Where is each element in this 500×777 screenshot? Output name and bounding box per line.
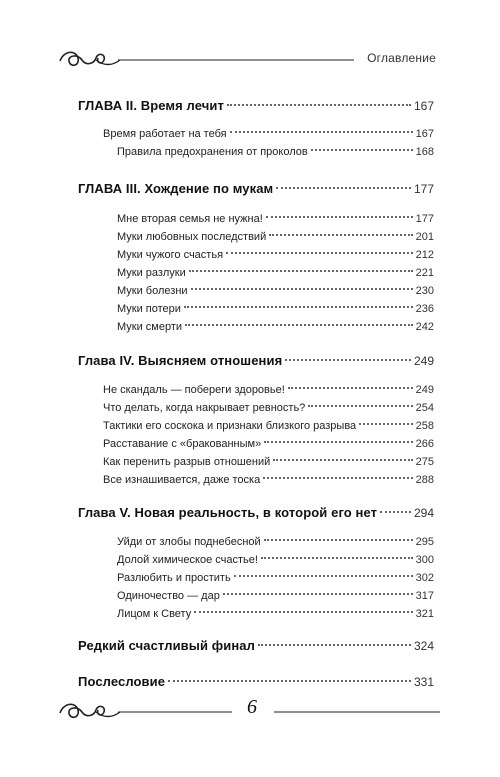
toc-entry-title: Мне вторая семья не нужна!: [117, 213, 263, 225]
toc-entry-page: 201: [415, 231, 434, 243]
toc-entry-title: Глава V. Новая реальность, в которой его нет: [78, 505, 378, 520]
toc-entry-title: Муки смерти: [117, 321, 183, 333]
toc-entry-page: 230: [415, 285, 434, 297]
toc-entry-page: 295: [415, 536, 434, 548]
dot-leader: [227, 104, 411, 106]
toc-entry-page: 275: [415, 456, 434, 468]
toc-section-entry: [103, 399, 434, 417]
toc-section-entry: [103, 125, 434, 143]
toc-entry-page: 321: [415, 608, 434, 620]
toc-entry-title: Расставание с «бракованным»: [103, 438, 262, 450]
toc-section-entry: [117, 246, 434, 264]
dot-leader: [276, 187, 411, 189]
dot-leader: [184, 306, 413, 308]
dot-leader: [191, 288, 413, 290]
dot-leader: [261, 557, 413, 559]
dot-leader: [264, 539, 413, 541]
ornament-flourish-icon: [56, 46, 356, 72]
page-footer: [0, 690, 500, 750]
dot-leader: [185, 324, 413, 326]
toc-section-entry: [117, 569, 434, 587]
dot-leader: [230, 131, 413, 133]
toc-entry-page: 300: [415, 554, 434, 566]
toc-entry-title: Муки любовных последствий: [117, 231, 267, 243]
toc-entry-title: Глава IV. Выясняем отношения: [78, 353, 283, 368]
toc-entry-title: ГЛАВА III. Хождение по мукам: [78, 181, 274, 196]
dot-leader: [273, 459, 412, 461]
toc-entry-title: Время работает на тебя: [103, 128, 227, 140]
toc-section-entry: [103, 435, 434, 453]
toc-entry-page: 242: [415, 321, 434, 333]
toc-section-entry: [117, 210, 434, 228]
dot-leader: [308, 405, 412, 407]
toc-section-entry: [117, 605, 434, 623]
toc-entry-title: Все изнашивается, даже тоска: [103, 474, 261, 486]
toc-section-entry: [117, 551, 434, 569]
dot-leader: [285, 359, 411, 361]
toc-section-entry: [117, 533, 434, 551]
toc-section-entry: [117, 282, 434, 300]
dot-leader: [311, 149, 413, 151]
toc-entry-title: Что делать, когда накрывает ревность?: [103, 402, 306, 414]
toc-entry-title: Муки разлуки: [117, 267, 186, 279]
dot-leader: [380, 511, 411, 513]
toc-entry-page: 266: [415, 438, 434, 450]
toc-entry-page: 212: [415, 249, 434, 261]
page-number: 6: [247, 696, 257, 718]
toc-entry-title: Тактики его соскока и признаки близкого разрыва: [103, 420, 357, 432]
toc-entry-title: Уйди от злобы поднебесной: [117, 536, 261, 548]
toc-entry-page: 167: [413, 99, 434, 113]
toc-entry-title: Как перенить разрыв отношений: [103, 456, 271, 468]
toc-section-entry: [103, 381, 434, 399]
toc-entry-page: 288: [415, 474, 434, 486]
toc-section-entry: [117, 264, 434, 282]
dot-leader: [263, 477, 412, 479]
dot-leader: [288, 387, 413, 389]
toc-entry-title: Послесловие: [78, 674, 166, 689]
toc-section-entry: [117, 318, 434, 336]
toc-entry-page: 258: [415, 420, 434, 432]
dot-leader: [258, 644, 411, 646]
toc-entry-page: 324: [413, 639, 434, 653]
toc-entry-title: Муки чужого счастья: [117, 249, 224, 261]
toc-entry-page: 331: [413, 675, 434, 689]
ornament-flourish-icon: [56, 700, 236, 724]
toc-entry-page: 317: [415, 590, 434, 602]
toc-section-entry: [103, 471, 434, 489]
toc-entry-page: 177: [413, 182, 434, 196]
divider-line: [272, 700, 442, 724]
toc-entry-title: Муки потери: [117, 303, 181, 315]
toc-chapter-entry: [78, 352, 434, 370]
toc-entry-page: 221: [415, 267, 434, 279]
toc-entry-page: 236: [415, 303, 434, 315]
section-title: Оглавление: [367, 51, 436, 65]
toc-entry-title: Муки болезни: [117, 285, 188, 297]
toc-section-entry: [103, 417, 434, 435]
toc-entry-page: 254: [415, 402, 434, 414]
toc-entry-title: Лицом к Свету: [117, 608, 192, 620]
toc-entry-page: 294: [413, 506, 434, 520]
toc-chapter-entry: [78, 673, 434, 691]
toc-entry-title: Правила предохранения от проколов: [117, 146, 308, 158]
toc-entry-title: Не скандаль — побереги здоровье!: [103, 384, 285, 396]
toc-chapter-entry: [78, 504, 434, 522]
toc-entry-page: 249: [413, 354, 434, 368]
toc-entry-page: 249: [415, 384, 434, 396]
toc-entry-page: 177: [415, 213, 434, 225]
toc-entry-title: ГЛАВА II. Время лечит: [78, 98, 224, 113]
toc-entry-title: Долой химическое счастье!: [117, 554, 258, 566]
toc-entry-title: Редкий счастливый финал: [78, 638, 255, 653]
toc-chapter-entry: [78, 180, 434, 198]
page-header: [0, 40, 500, 80]
toc-chapter-entry: [78, 97, 434, 115]
dot-leader: [266, 216, 413, 218]
dot-leader: [223, 593, 413, 595]
toc-entry-title: Одиночество — дар: [117, 590, 220, 602]
toc-section-entry: [103, 453, 434, 471]
dot-leader: [359, 423, 412, 425]
toc-entry-page: 168: [415, 146, 434, 158]
toc-section-entry: [117, 143, 434, 161]
toc-entry-title: Разлюбить и простить: [117, 572, 231, 584]
toc-entry-page: 167: [415, 128, 434, 140]
toc-section-entry: [117, 300, 434, 318]
toc-chapter-entry: [78, 637, 434, 655]
dot-leader: [194, 611, 412, 613]
toc-section-entry: [117, 587, 434, 605]
dot-leader: [264, 441, 412, 443]
dot-leader: [168, 680, 411, 682]
dot-leader: [189, 270, 413, 272]
dot-leader: [234, 575, 413, 577]
dot-leader: [226, 252, 413, 254]
dot-leader: [269, 234, 412, 236]
toc-entry-page: 302: [415, 572, 434, 584]
toc-section-entry: [117, 228, 434, 246]
